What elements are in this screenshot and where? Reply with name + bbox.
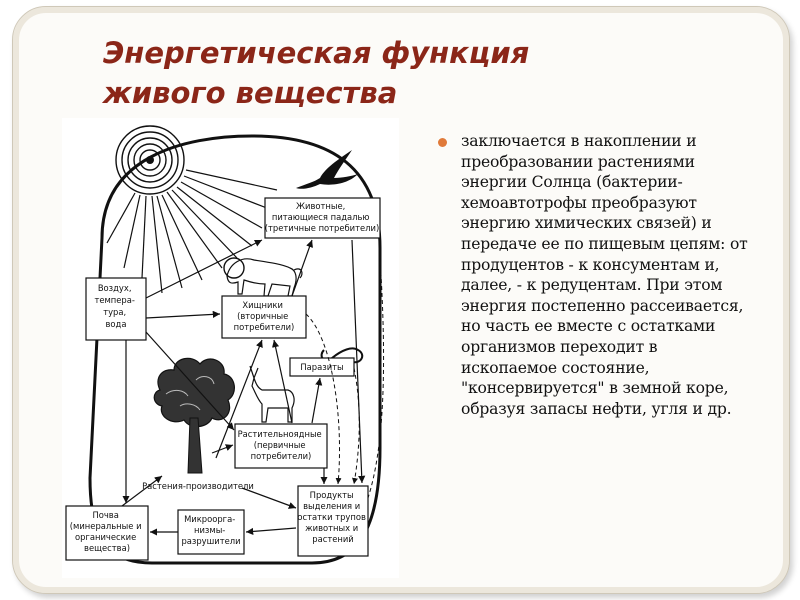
- microbes-line-1: Микроорга-: [184, 514, 236, 524]
- diagram-svg: [62, 118, 399, 578]
- air-line-3: тура,: [103, 307, 127, 317]
- herbivores-line-2: (первичные: [253, 440, 306, 450]
- predators-line-2: (вторичные: [237, 311, 289, 321]
- soil-line-3: органические: [75, 532, 137, 542]
- bullet-text: заключается в накоплении и преобразовании растениями энергии Солнца (бактерии-хемоавтотрофы преобразуют энергию химических связей) и передаче ее по пищевым цепям: от продуцентов - к консументам и, далее, - к редуцентам. При этом энергия постепенно рассеивается, но часть ее вместе с остатками организмов переходит в ископаемое состояние, "консервируется" в земной коре, образуя запасы нефти, угля и др.: [461, 132, 748, 418]
- plants-label: Растения-производители: [142, 481, 254, 491]
- svg-text:Хищники (вторичные: [234, 300, 295, 332]
- products-line-2: выделения и: [303, 501, 361, 511]
- deer-icon: [250, 366, 294, 422]
- microbes-line-3: разрушители: [181, 536, 241, 546]
- products-line-4: животных и: [305, 523, 359, 533]
- predators-line-3: потребители): [233, 322, 295, 332]
- bullet-dot: [438, 138, 447, 147]
- animals-line-3: (третичные потребители): [264, 223, 380, 233]
- tree-icon: [154, 358, 234, 473]
- soil-line-4: вещества): [84, 543, 130, 553]
- bird-icon: [296, 150, 358, 189]
- herbivores-line-1: Растительноядные: [237, 429, 322, 439]
- lion-icon: [224, 258, 302, 296]
- products-line-3: остатки трупов: [297, 512, 366, 522]
- parasites-label: Паразиты: [300, 362, 344, 372]
- title-line-2: живого вещества: [103, 76, 398, 110]
- slide-title: [103, 33, 663, 113]
- food-chain-diagram: [62, 118, 399, 578]
- products-line-1: Продукты: [309, 490, 354, 500]
- animals-line-2: питающиеся падалью: [271, 212, 370, 222]
- soil-line-2: (минеральные и: [69, 521, 142, 531]
- predators-line-1: Хищники: [242, 300, 283, 310]
- title-line-1: Энергетическая функция: [103, 36, 530, 70]
- animals-line-1: Животные,: [296, 201, 346, 211]
- herbivores-line-3: потребители): [250, 451, 312, 461]
- air-line-1: Воздух,: [97, 283, 132, 293]
- products-line-5: растений: [312, 534, 354, 544]
- soil-line-1: Почва: [92, 510, 119, 520]
- air-line-2: темпера-: [94, 295, 135, 305]
- air-line-4: вода: [105, 319, 127, 329]
- bullet-list: [438, 131, 750, 419]
- microbes-line-2: низмы-: [194, 525, 226, 535]
